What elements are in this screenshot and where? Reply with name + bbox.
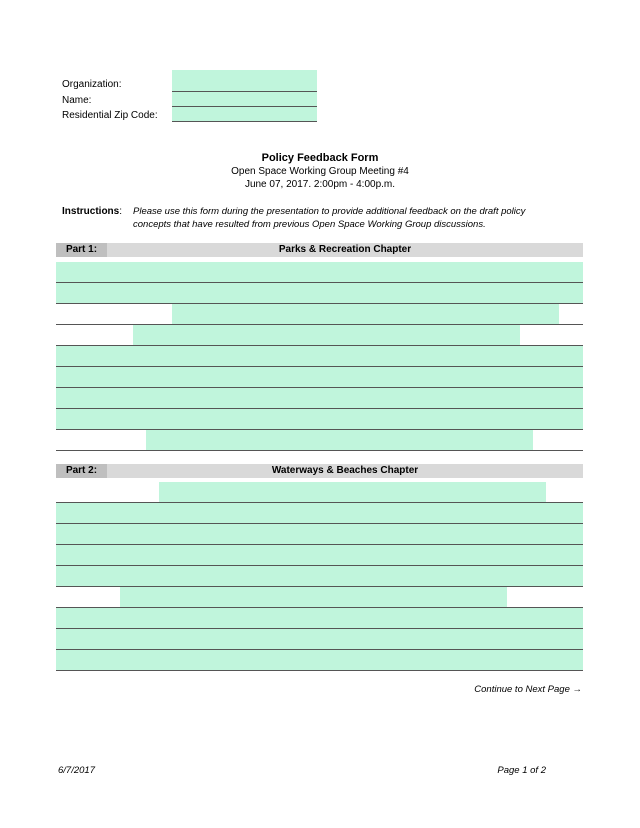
part2-row-3[interactable] — [56, 524, 583, 545]
part2-title: Waterways & Beaches Chapter — [271, 465, 419, 476]
part2-row-2[interactable] — [56, 503, 583, 524]
part2-row-8[interactable] — [56, 629, 583, 650]
instructions-colon: : — [119, 206, 123, 217]
part2-row-7[interactable] — [56, 608, 583, 629]
part2-number: Part 2: — [56, 464, 107, 478]
organization-label: Organization: — [62, 79, 122, 90]
continue-next-page: Continue to Next Page → — [474, 684, 582, 695]
part1-row-4[interactable] — [56, 325, 583, 346]
part1-row-5[interactable] — [56, 346, 583, 367]
zip-field[interactable] — [172, 107, 317, 122]
part1-row-1[interactable] — [56, 262, 583, 283]
part1-row-3[interactable] — [56, 304, 583, 325]
part1-row-7[interactable] — [56, 388, 583, 409]
part2-row-6[interactable] — [56, 587, 583, 608]
instructions-label — [62, 206, 122, 217]
part2-row-9[interactable] — [56, 650, 583, 671]
part1-row-6[interactable] — [56, 367, 583, 388]
zip-label: Residential Zip Code: — [62, 110, 158, 121]
part1-row-9[interactable] — [56, 430, 583, 451]
meeting-name: Open Space Working Group Meeting #4 — [231, 166, 409, 177]
part2-row-1[interactable] — [56, 482, 583, 503]
part2-header — [56, 464, 583, 478]
meeting-date-time: June 07, 2017. 2:00pm - 4:00p.m. — [244, 179, 396, 190]
organization-field[interactable] — [172, 70, 317, 92]
part1-number: Part 1: — [56, 243, 107, 257]
footer-page-number: Page 1 of 2 — [497, 765, 546, 776]
instructions-label-text: Instructions — [62, 206, 120, 217]
part2-row-5[interactable] — [56, 566, 583, 587]
part2-row-4[interactable] — [56, 545, 583, 566]
form-title: Policy Feedback Form — [261, 152, 379, 164]
name-label: Name: — [62, 95, 92, 106]
part1-header — [56, 243, 583, 257]
part1-row-2[interactable] — [56, 283, 583, 304]
name-field[interactable] — [172, 92, 317, 107]
part1-row-8[interactable] — [56, 409, 583, 430]
part1-title: Parks & Recreation Chapter — [278, 244, 412, 255]
instructions-text: Please use this form during the presentation to provide additional feedback on the draft policy concepts that have resulted from previous Open Space Working Group discussions. — [133, 206, 526, 230]
footer-date: 6/7/2017 — [58, 765, 95, 776]
